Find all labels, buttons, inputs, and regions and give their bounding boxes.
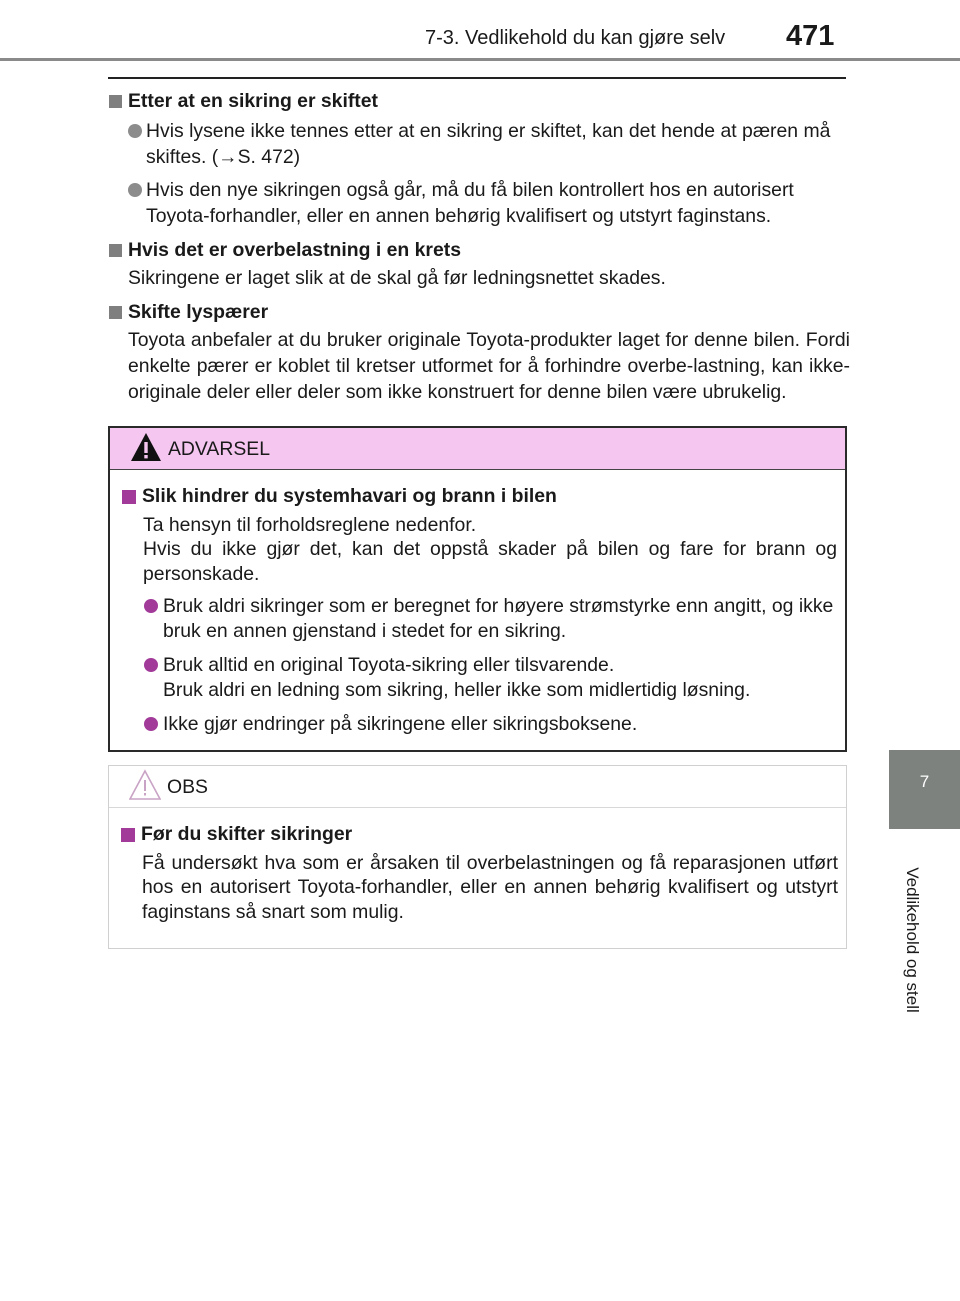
page-header [0,0,960,62]
main-content [108,88,850,405]
round-bullet-icon [128,183,142,197]
list-item: Bruk aldri sikringer som er beregnet for høyere strømstyrke enn angitt, og ikke bruk en annen gjenstand i stedet for en sikring. [120,594,837,643]
warning-heading: Slik hindrer du systemhavari og brann i bilen [120,484,837,509]
top-rule [108,77,846,79]
warning-box-body [110,470,845,737]
chapter-number: 7 [919,772,930,791]
square-bullet-icon [109,306,122,319]
notice-box-body [109,808,846,924]
square-bullet-icon [109,95,122,108]
section-title: 7-3. Vedlikehold du kan gjøre selv [425,27,726,49]
paragraph: Sikringene er laget slik at de skal gå før ledningsnettet skades. [128,267,666,289]
section-heading-overload: Hvis det er overbelastning i en krets [108,237,850,263]
paragraph: Toyota anbefaler at du bruker originale Toyota-produkter laget for denne bilen. Fordi enkelte pærer er koblet til kretser utformet for å forhindre overbe-lastning, kan ikke-originale deler eller deler som ikke konstruert for denne bilen være ubrukelig. [128,329,850,403]
notice-box [108,765,847,949]
warning-label: ADVARSEL [168,438,271,460]
chapter-label-text: Vedlikehold og stell [903,867,922,1013]
chapter-label [892,850,932,1030]
notice-box-header [109,766,846,808]
round-bullet-icon [128,124,142,138]
chapter-tab [889,750,960,829]
notice-label: OBS [167,776,208,798]
round-bullet-icon [144,717,158,731]
square-bullet-icon [121,828,135,842]
paragraph: Få undersøkt hva som er årsaken til overbelastningen og få reparasjonen utført hos en autorisert Toyota-forhandler, eller en annen behørig kvalifisert og utstyrt faginstans så snart som mulig. [142,851,838,923]
list-item: Hvis lysene ikke tennes etter at en sikring er skiftet, kan det hende at pæren må skiftes. (→S. 472) [108,118,850,170]
square-bullet-icon [109,244,122,257]
list-item: Hvis den nye sikringen også går, må du få bilen kontrollert hos en autorisert Toyota-forhandler, eller en annen behørig kvalifisert og utstyrt faginstans. [108,177,850,229]
section-heading-fuse-replaced: Etter at en sikring er skiftet [108,88,850,114]
square-bullet-icon [122,490,136,504]
warning-box-header [110,428,845,470]
list-item: Bruk alltid en original Toyota-sikring eller tilsvarende. Bruk aldri en ledning som sikring, heller ikke som midlertidig løsning. [120,653,837,702]
notice-heading: Før du skifter sikringer [119,822,838,847]
warning-box [108,426,847,752]
warning-intro: Ta hensyn til forholdsreglene nedenfor. Hvis du ikke gjør det, kan det oppstå skader på bilen og fare for brann og personskade. [143,513,837,585]
round-bullet-icon [144,599,158,613]
warning-triangle-icon [130,431,162,463]
list-item: Ikke gjør endringer på sikringene eller sikringsboksene. [120,712,837,737]
round-bullet-icon [144,658,158,672]
page-number: 471 [786,20,835,52]
header-divider [0,58,960,61]
caution-triangle-icon [129,769,161,801]
section-heading-bulbs: Skifte lyspærer [108,299,850,325]
